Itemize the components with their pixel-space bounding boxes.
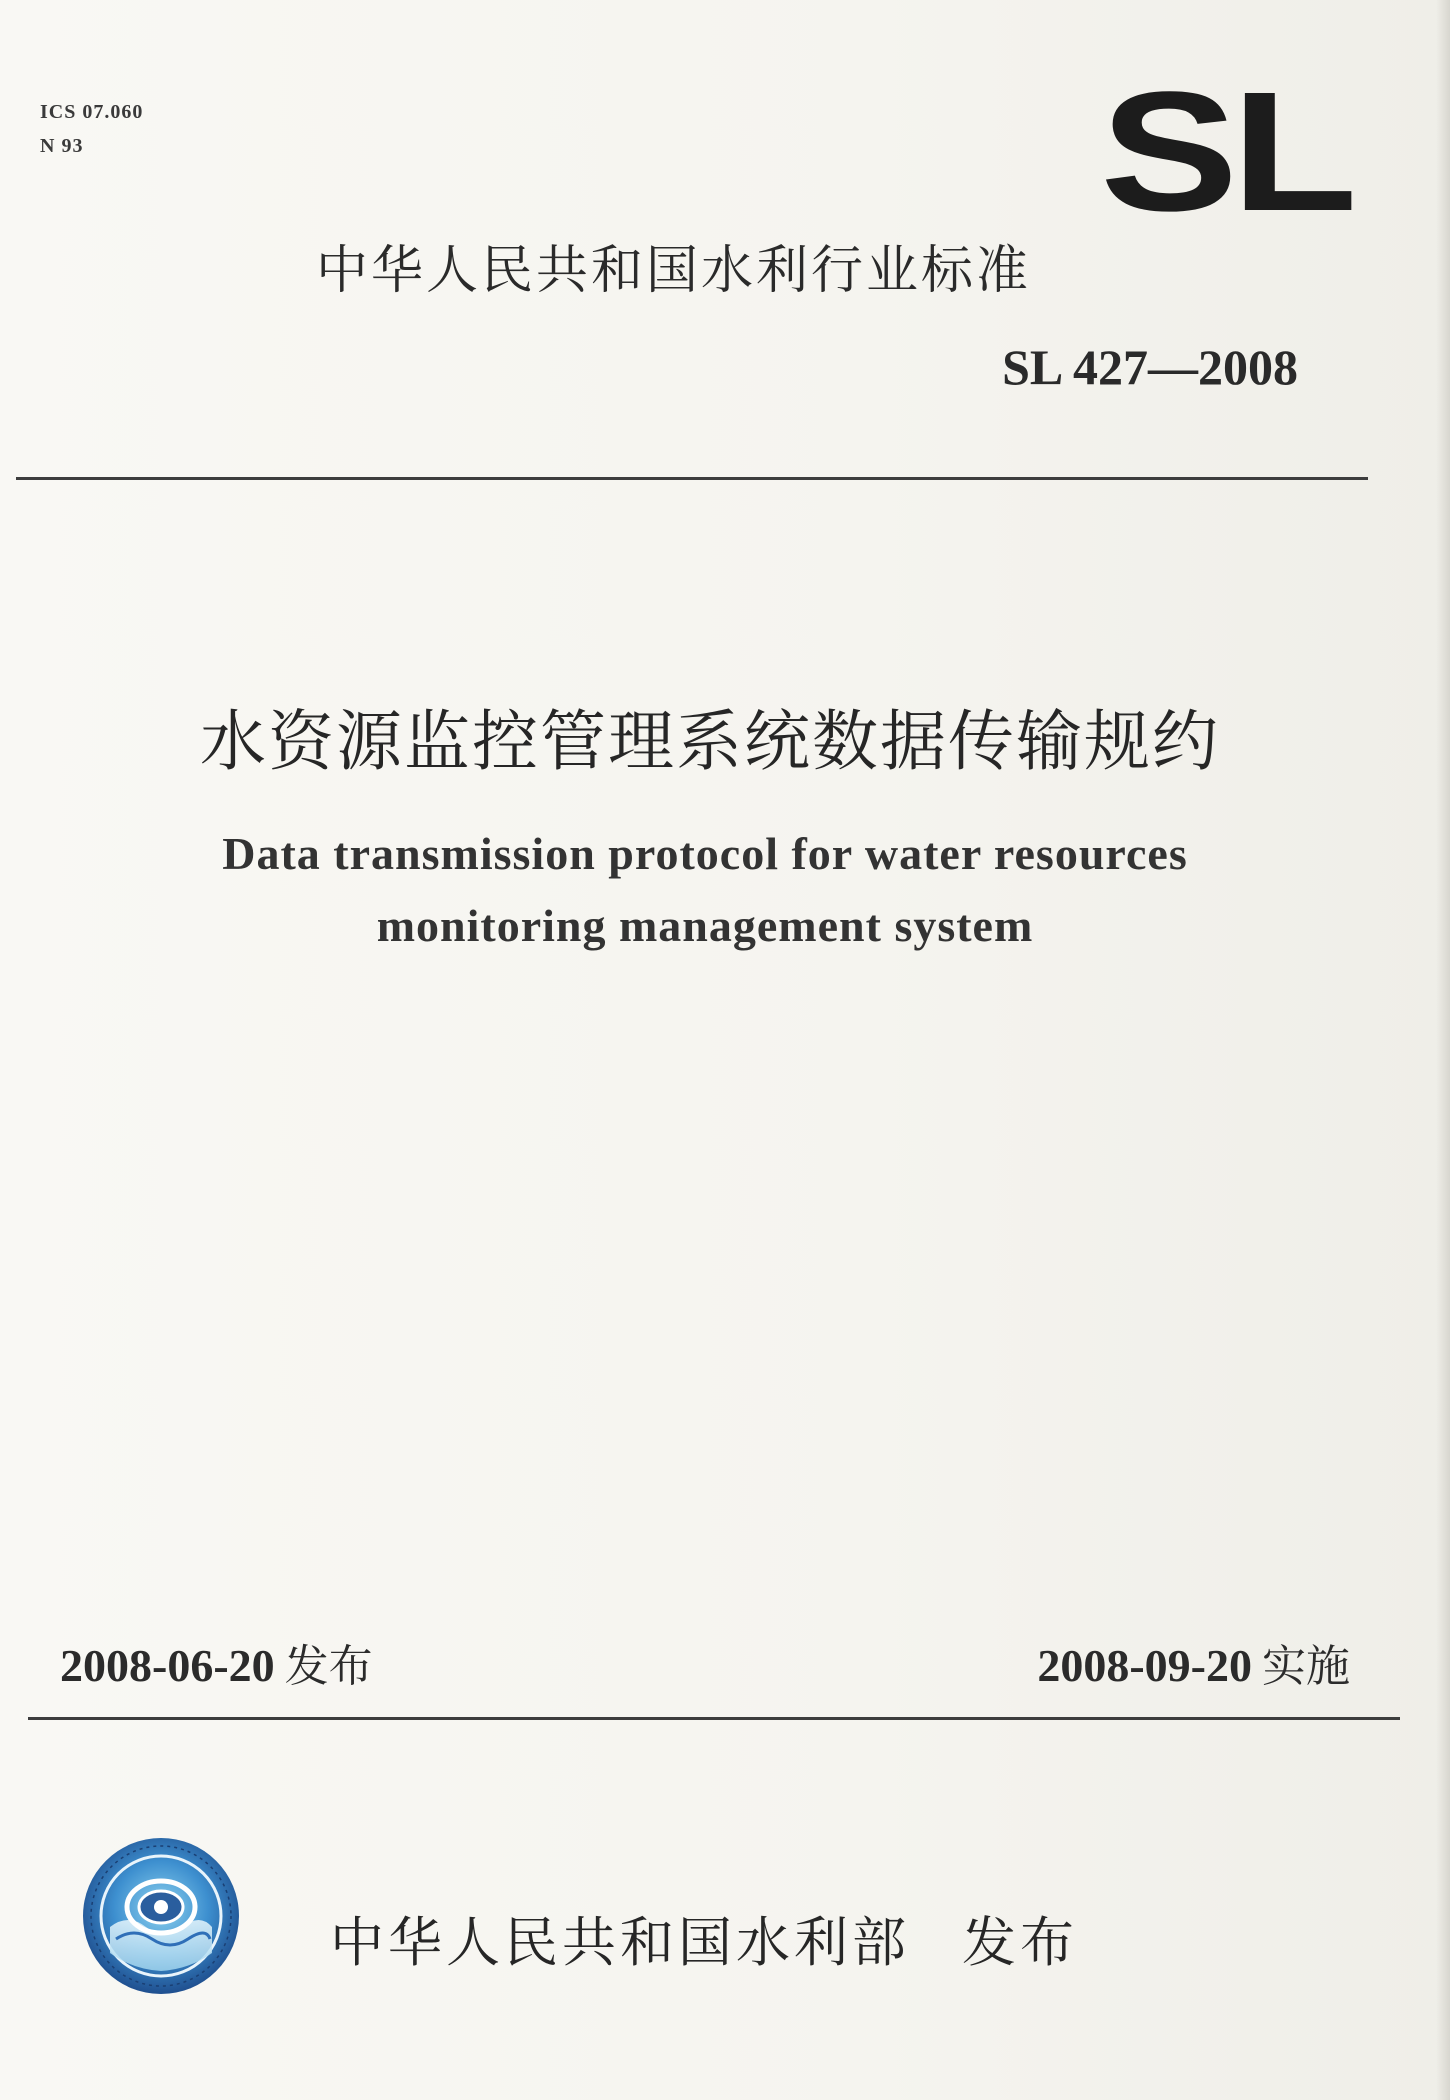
implement-date-block bbox=[1037, 1630, 1350, 1694]
english-title-line-2: monitoring management system bbox=[376, 900, 1034, 951]
ics-code: ICS 07.060 bbox=[40, 101, 144, 123]
english-title-line-1: Data transmission protocol for water resources bbox=[222, 828, 1188, 879]
issue-date: 2008-06-20 bbox=[60, 1640, 275, 1691]
sl-logo: SL bbox=[1100, 57, 1351, 247]
ccs-code: N 93 bbox=[40, 135, 84, 157]
page-edge-shadow bbox=[1436, 0, 1450, 2100]
standard-number: SL 427—2008 bbox=[1002, 339, 1298, 395]
issue-label: 发布 bbox=[284, 1641, 373, 1692]
implement-date: 2008-09-20 bbox=[1037, 1640, 1252, 1691]
classification-codes bbox=[40, 95, 143, 163]
issue-date-block bbox=[60, 1630, 373, 1694]
chinese-title: 水资源监控管理系统数据传输规约 bbox=[200, 703, 1220, 780]
publisher-name: 中华人民共和国水利部 bbox=[330, 1911, 910, 1974]
implement-label: 实施 bbox=[1262, 1641, 1350, 1692]
top-divider bbox=[16, 477, 1368, 480]
publisher-line bbox=[330, 1900, 1078, 1977]
publish-action: 发布 bbox=[962, 1911, 1078, 1974]
bottom-divider bbox=[28, 1717, 1400, 1720]
ministry-emblem-icon bbox=[80, 1835, 242, 1997]
industry-standard-title: 中华人民共和国水利行业标准 bbox=[316, 241, 1032, 301]
english-title bbox=[0, 818, 1410, 962]
